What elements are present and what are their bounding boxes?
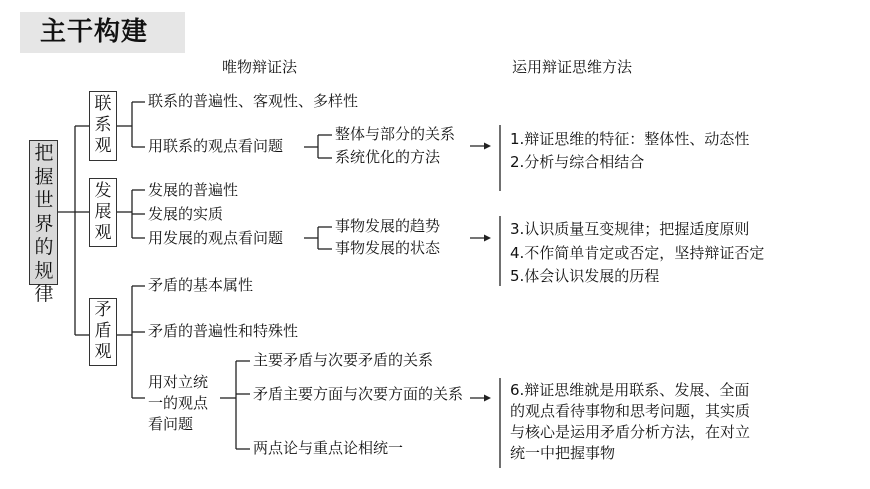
contradiction-item: 矛盾的基本属性 <box>148 276 254 294</box>
connection-subitem: 整体与部分的关系 <box>335 125 456 143</box>
method-line: 1.辩证思维的特征：整体性、动态性 <box>510 130 750 148</box>
root-node-label: 把握世界的规律 <box>34 142 54 305</box>
development-item: 发展的实质 <box>148 205 224 223</box>
development-item: 发展的普遍性 <box>148 181 239 199</box>
branch-label-development: 发展观 <box>94 181 112 243</box>
development-subitem: 事物发展的状态 <box>335 239 441 257</box>
contradiction-subitem: 主要矛盾与次要矛盾的关系 <box>253 351 434 369</box>
method-line: 2.分析与综合相结合 <box>510 153 645 171</box>
method-line: 5.体会认识发展的历程 <box>510 267 660 285</box>
connection-item: 联系的普遍性、客观性、多样性 <box>148 92 359 110</box>
header-methods: 运用辩证思维方法 <box>512 58 633 76</box>
method-paragraph: 6.辩证思维就是用联系、发展、全面的观点看待事物和思考问题，其实质与核心是运用矛盾分析方法，在对立统一中把握事物 <box>510 381 751 462</box>
development-subitem: 事物发展的趋势 <box>335 217 441 235</box>
contradiction-item: 用对立统一的观点看问题 <box>148 373 209 433</box>
connection-item: 用联系的观点看问题 <box>148 137 284 155</box>
contradiction-item: 矛盾的普遍性和特殊性 <box>148 322 299 340</box>
page-title: 主干构建 <box>40 17 149 47</box>
branch-label-contradiction: 矛盾观 <box>94 300 112 362</box>
contradiction-subitem: 两点论与重点论相统一 <box>253 439 404 457</box>
method-line: 3.认识质量互变规律；把握适度原则 <box>510 220 750 238</box>
method-line: 4.不作简单肯定或否定，坚持辩证否定 <box>510 244 765 262</box>
development-item: 用发展的观点看问题 <box>148 229 284 247</box>
connection-subitem: 系统优化的方法 <box>335 148 441 166</box>
contradiction-subitem: 矛盾主要方面与次要方面的关系 <box>253 385 464 403</box>
branch-label-connection: 联系观 <box>94 94 112 156</box>
header-dialectics: 唯物辩证法 <box>222 58 298 76</box>
